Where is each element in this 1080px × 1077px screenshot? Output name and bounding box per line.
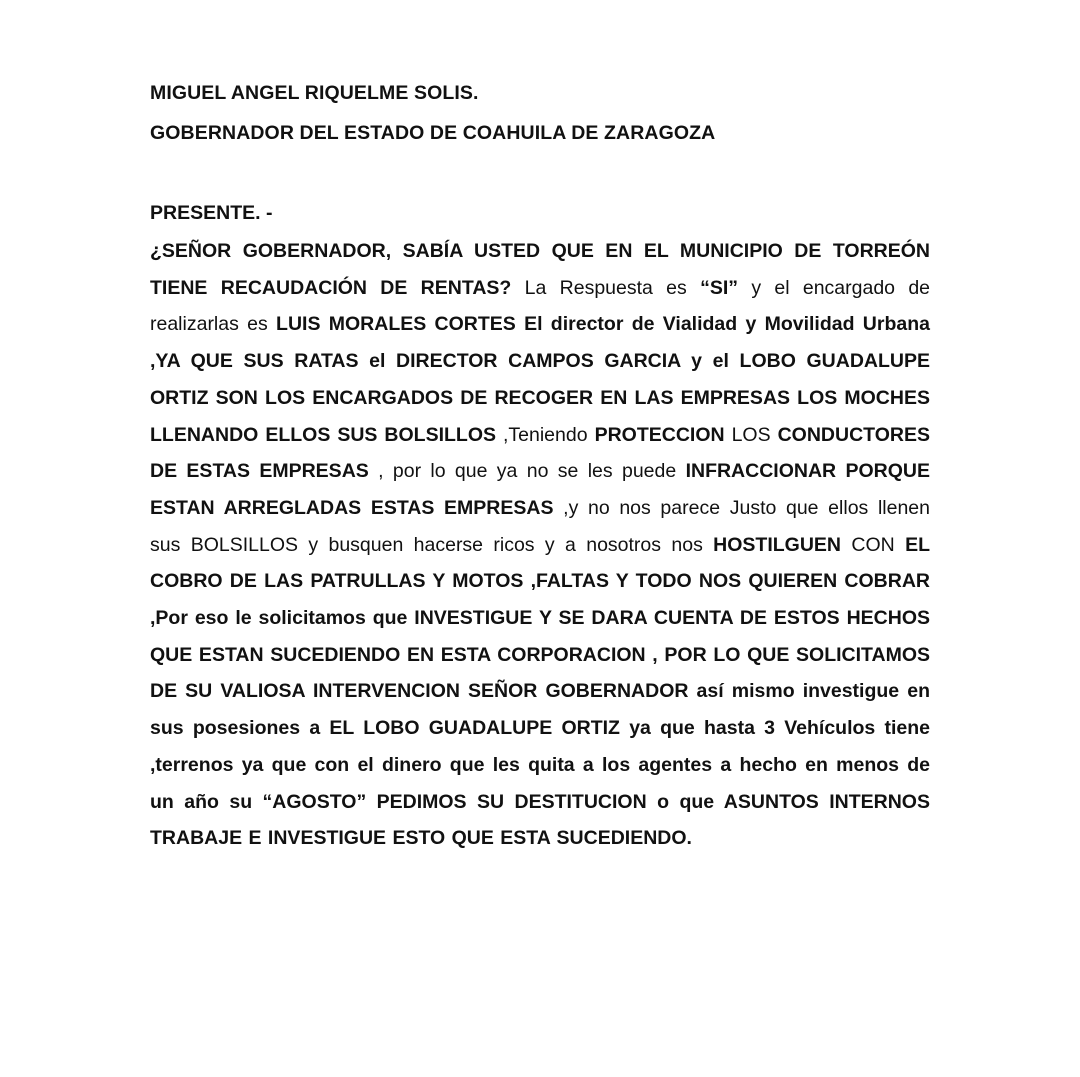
blank-line xyxy=(150,153,930,193)
body-text-segment: PROTECCION xyxy=(594,423,732,446)
body-text-segment: ,y no nos parece Justo que ellos llenen sus BOLSILLOS y busquen hacerse ricos y a nosotros nos xyxy=(150,496,930,556)
body-text-segment: , por lo que ya no se les puede xyxy=(378,460,686,483)
body-text-segment: y el encargado de realizarlas es xyxy=(150,276,931,336)
letter-body xyxy=(150,233,930,857)
body-text-segment: LUIS MORALES CORTES El director de Vialidad y Movilidad Urbana ,YA QUE SUS RATAS el DIRECTOR CAMPOS GARCIA y el LOBO GUADALUPE ORTIZ SON LOS ENCARGADOS DE RECOGER EN LAS EMPRESAS LOS MOCHES LLENANDO ELLOS SUS BOLSILLOS xyxy=(150,313,930,446)
body-text-segment: “SI” xyxy=(700,276,752,299)
body-text-segment: ¿SEÑOR GOBERNADOR, SABÍA USTED QUE EN EL MUNICIPIO DE TORREÓN TIENE RECAUDACIÓN DE RENTAS? xyxy=(150,240,930,299)
body-text-segment: CONDUCTORES DE ESTAS EMPRESAS xyxy=(150,423,930,483)
salutation: PRESENTE. - xyxy=(150,202,273,224)
body-text-segment: LOS xyxy=(731,423,778,446)
body-text-segment: La Respuesta es xyxy=(524,276,701,299)
body-text-segment: CON xyxy=(851,533,906,556)
recipient-name: MIGUEL ANGEL RIQUELME SOLIS. xyxy=(150,82,479,104)
body-text-segment: INFRACCIONAR PORQUE ESTAN ARREGLADAS ESTAS EMPRESAS xyxy=(150,460,930,519)
body-text-segment: EL COBRO DE LAS PATRULLAS Y MOTOS ,FALTAS Y TODO NOS QUIEREN COBRAR ,Por eso le solicitamos que INVESTIGUE Y SE DARA CUENTA DE ESTOS HECHOS QUE ESTAN SUCEDIENDO EN ESTA CORPORACION , POR LO QUE SOLICITAMOS DE SU VALIOSA INTERVENCION SEÑOR GOBERNADOR así mismo investigue en sus posesiones a EL LOBO GUADALUPE ORTIZ ya que hasta 3 Vehículos tiene ,terrenos ya que con el dinero que les quita a los agentes a hecho en menos de un año su “AGOSTO” PEDIMOS SU DESTITUCION o que ASUNTOS INTERNOS TRABAJE E INVESTIGUE ESTO QUE ESTA SUCEDIENDO. xyxy=(150,533,930,850)
body-text-segment: HOSTILGUEN xyxy=(713,533,852,556)
body-text-segment: ,Teniendo xyxy=(502,423,595,446)
recipient-title: GOBERNADOR DEL ESTADO DE COAHUILA DE ZARAGOZA xyxy=(150,122,716,144)
